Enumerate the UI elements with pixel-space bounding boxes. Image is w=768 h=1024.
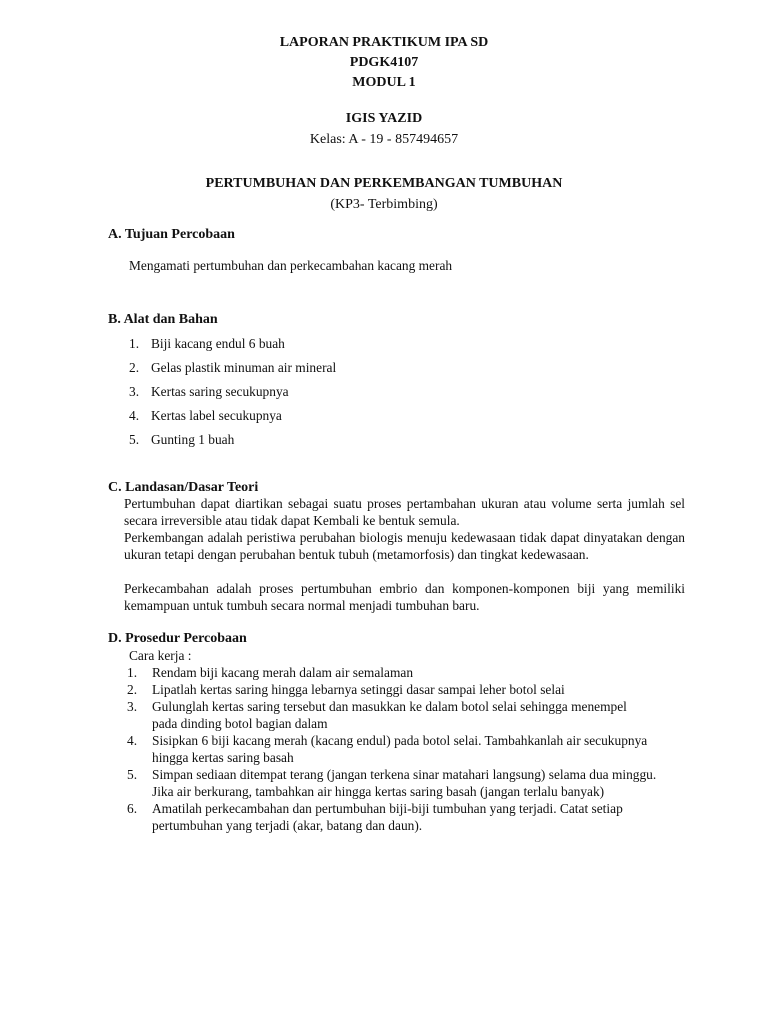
list-item (127, 698, 687, 732)
theory-paragraph-2: Perkembangan adalah peristiwa perubahan biologis menuju kedewasaan tidak dapat dinyatakan dengan ukuran tetapi dengan perubahan bentuk tubuh (metamorfosis) dan tingkat kedewasaan. (124, 530, 685, 562)
report-title: LAPORAN PRAKTIKUM IPA SD (279, 35, 489, 50)
step-text: Rendam biji kacang merah dalam air semalaman (152, 665, 414, 680)
step-number: 2. (127, 682, 138, 697)
step-number: 1. (127, 665, 138, 680)
materials-list (129, 335, 529, 455)
step-text: Gulunglah kertas saring tersebut dan masukkan ke dalam botol selai sehingga menempel pada dinding botol bagian dalam (152, 699, 627, 731)
list-number: 1. (129, 336, 140, 351)
list-number: 2. (129, 360, 140, 375)
section-a-heading: A. Tujuan Percobaan (108, 227, 235, 242)
student-class: Kelas: A - 19 - 857494657 (309, 132, 459, 147)
module-label: MODUL 1 (352, 75, 416, 90)
list-text: Kertas label secukupnya (151, 408, 282, 423)
list-text: Gelas plastik minuman air mineral (151, 360, 337, 375)
student-name: IGIS YAZID (345, 111, 423, 126)
list-number: 5. (129, 432, 140, 447)
list-text: Gunting 1 buah (151, 432, 235, 447)
procedure-steps (127, 664, 687, 834)
section-a-text: Mengamati pertumbuhan dan perkecambahan kacang merah (129, 258, 453, 273)
topic-subtitle: (KP3- Terbimbing) (330, 197, 438, 212)
section-b-heading: B. Alat dan Bahan (108, 312, 218, 327)
section-c-heading: C. Landasan/Dasar Teori (108, 480, 259, 495)
step-number: 5. (127, 767, 138, 782)
topic-title: PERTUMBUHAN DAN PERKEMBANGAN TUMBUHAN (205, 176, 563, 191)
list-item (129, 407, 529, 431)
step-text: Amatilah perkecambahan dan pertumbuhan biji-biji tumbuhan yang terjadi. Catat setiap pertumbuhan yang terjadi (akar, batang dan daun). (152, 801, 623, 833)
list-item (129, 359, 529, 383)
list-item (129, 335, 529, 359)
step-number: 4. (127, 733, 138, 748)
list-text: Biji kacang endul 6 buah (151, 336, 285, 351)
step-text: Sisipkan 6 biji kacang merah (kacang endul) pada botol selai. Tambahkanlah air secukupnya hingga kertas saring basah (152, 733, 648, 765)
list-text: Kertas saring secukupnya (151, 384, 289, 399)
list-item (129, 431, 529, 455)
step-number: 3. (127, 699, 138, 714)
list-item (127, 766, 687, 800)
list-item (127, 800, 687, 834)
section-d-heading: D. Prosedur Percobaan (108, 631, 247, 646)
list-item (127, 681, 687, 698)
step-text: Lipatlah kertas saring hingga lebarnya setinggi dasar sampai leher botol selai (152, 682, 565, 697)
list-number: 4. (129, 408, 140, 423)
step-number: 6. (127, 801, 138, 816)
theory-paragraph-1: Pertumbuhan dapat diartikan sebagai suatu proses pertambahan ukuran atau volume serta jumlah sel secara irreversible atau tidak dapat Kembali ke bentuk semula. (124, 496, 685, 528)
list-item (127, 664, 687, 681)
theory-paragraph-3: Perkecambahan adalah proses pertumbuhan embrio dan komponen-komponen biji yang memiliki kemampuan untuk tumbuh secara normal menjadi tumbuhan baru. (124, 581, 685, 613)
list-item (129, 383, 529, 407)
list-number: 3. (129, 384, 140, 399)
step-text: Simpan sediaan ditempat terang (jangan terkena sinar matahari langsung) selama dua minggu. Jika air berkurang, tambahkan air hingga kertas saring basah (jangan terlalu banyak) (152, 767, 657, 799)
list-item (127, 732, 687, 766)
procedure-intro: Cara kerja : (129, 648, 192, 663)
course-code: PDGK4107 (349, 55, 419, 70)
